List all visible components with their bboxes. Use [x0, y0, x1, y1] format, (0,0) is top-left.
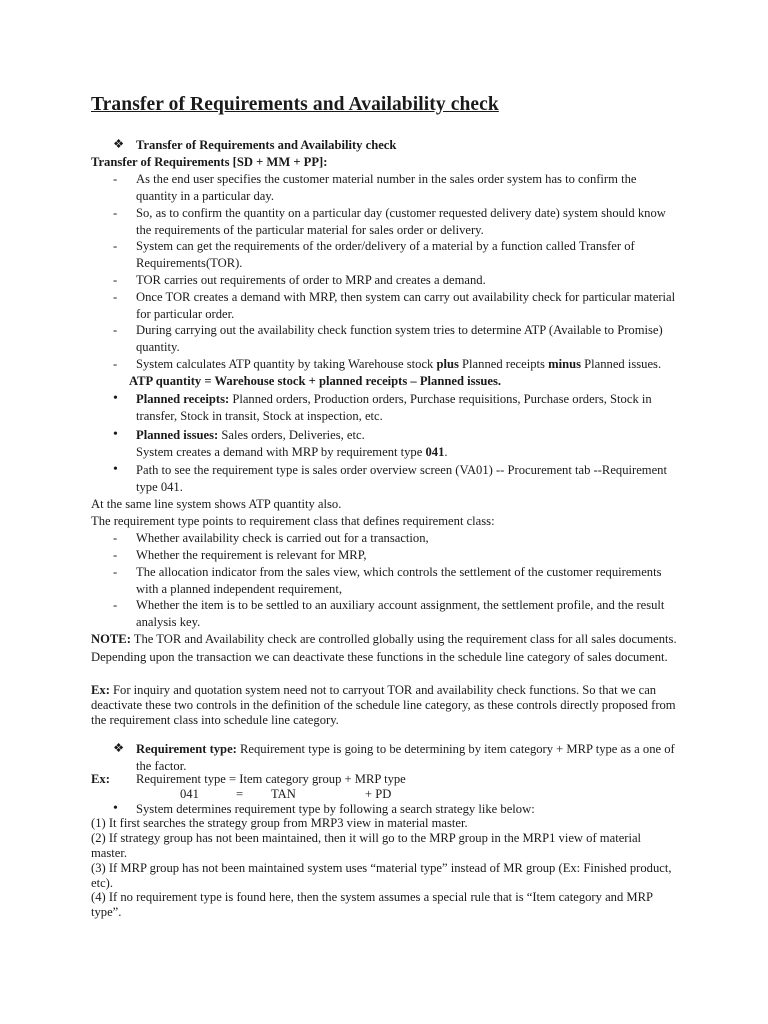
requirement-type-item: Requirement type: Requirement type is going to be determining by item category + MRP type as a one of the factor.	[136, 742, 675, 773]
note-paragraph: NOTE: The TOR and Availability check are controlled globally using the requirement class for all sales documents. Depending upon the transaction we can deactivate these functions in the schedule line category of sales document.	[91, 632, 677, 664]
formula-equals: =	[236, 787, 244, 801]
dash-marker: -	[113, 273, 118, 287]
dash-marker: -	[113, 172, 118, 186]
class-item: Whether the item is to be settled to an auxiliary account assignment, the settlement profile, and the result analysis key.	[136, 598, 665, 629]
formula-value: TAN	[271, 787, 296, 801]
section-heading: Transfer of Requirements and Availability check	[136, 138, 397, 152]
planned-issues-item: Planned issues: Sales orders, Deliveries, etc.	[136, 428, 365, 442]
list-item: As the end user specifies the customer material number in the sales order system has to confirm the quantity in a particular day.	[136, 172, 637, 203]
class-item: Whether availability check is carried out for a transaction,	[136, 531, 429, 545]
example-label: Ex:	[91, 772, 110, 786]
search-strategy-item: System determines requirement type by following a search strategy like below:	[136, 802, 535, 816]
formula-value: 041	[180, 787, 199, 801]
round-bullet-icon: •	[113, 391, 118, 406]
list-item: During carrying out the availability check function system tries to determine ATP (Available to Promise) quantity.	[136, 323, 663, 354]
planned-receipts-item: Planned receipts: Planned orders, Production orders, Purchase requisitions, Purchase orders, Stock in transfer, Stock in transit, Stock at inspection, etc.	[136, 392, 652, 423]
diamond-bullet-icon: ❖	[113, 137, 125, 151]
atp-calculation: System calculates ATP quantity by taking Warehouse stock plus Planned receipts minus Planned issues.	[136, 357, 662, 371]
atp-formula: ATP quantity = Warehouse stock + planned receipts – Planned issues.	[129, 374, 502, 388]
dash-marker: -	[113, 548, 118, 562]
formula-value: + PD	[365, 787, 392, 801]
round-bullet-icon: •	[113, 801, 118, 816]
round-bullet-icon: •	[113, 462, 118, 477]
strategy-step: (4) If no requirement type is found here, then the system assumes a special rule that is “Item category and MRP type”.	[91, 890, 653, 920]
atp-line-text: At the same line system shows ATP quantity also.	[91, 497, 342, 511]
class-item: The allocation indicator from the sales view, which controls the settlement of the customer requirements with a planned independent requirement,	[136, 565, 662, 596]
list-item: Once TOR creates a demand with MRP, then system can carry out availability check for particular material for particular order.	[136, 290, 676, 321]
path-item: Path to see the requirement type is sales order overview screen (VA01) -- Procurement tab --Requirement type 041.	[136, 463, 667, 494]
diamond-outline-bullet-icon: ❖	[113, 741, 125, 755]
class-item: Whether the requirement is relevant for MRP,	[136, 548, 367, 562]
requirement-type-formula: Requirement type = Item category group + MRP type	[136, 772, 406, 786]
dash-marker: -	[113, 290, 118, 304]
document-title: Transfer of Requirements and Availability check	[91, 94, 499, 115]
round-bullet-icon: •	[113, 427, 118, 442]
example-paragraph: Ex: For inquiry and quotation system need not to carryout TOR and availability check functions. So that we can deactivate these two controls in the definition of the schedule line category, as these controls directly proposed from the requirement class into schedule line category.	[91, 683, 676, 728]
list-item: System can get the requirements of the order/delivery of a material by a function called Transfer of Requirements(TOR).	[136, 239, 635, 270]
dash-marker: -	[113, 531, 118, 545]
dash-marker: -	[113, 598, 118, 612]
strategy-step: (2) If strategy group has not been maintained, then it will go to the MRP group in the MRP1 view of material master.	[91, 831, 642, 861]
list-item: TOR carries out requirements of order to MRP and creates a demand.	[136, 273, 486, 287]
dash-marker: -	[113, 565, 118, 579]
dash-marker: -	[113, 239, 118, 253]
demand-line: System creates a demand with MRP by requirement type 041.	[136, 445, 448, 459]
strategy-step: (1) It first searches the strategy group from MRP3 view in material master.	[91, 816, 468, 830]
dash-marker: -	[113, 357, 118, 371]
requirement-class-text: The requirement type points to requirement class that defines requirement class:	[91, 514, 495, 528]
tor-heading: Transfer of Requirements [SD + MM + PP]:	[91, 155, 328, 169]
dash-marker: -	[113, 323, 118, 337]
list-item: So, as to confirm the quantity on a particular day (customer requested delivery date) system should know the requirements of the particular material for sales order or delivery.	[136, 206, 666, 237]
strategy-step: (3) If MRP group has not been maintained system uses “material type” instead of MR group (Ex: Finished product, etc).	[91, 861, 672, 891]
dash-marker: -	[113, 206, 118, 220]
